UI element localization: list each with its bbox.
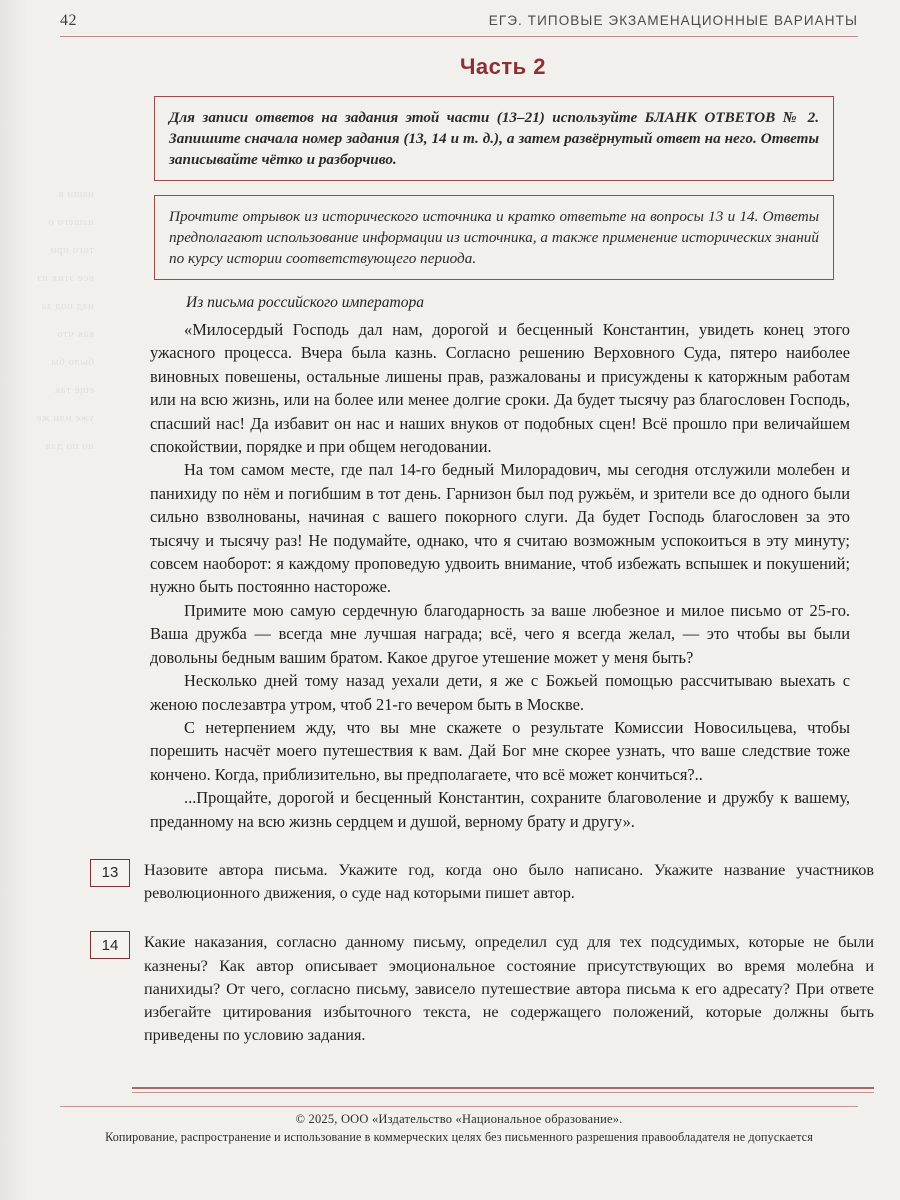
source-paragraph: Несколько дней тому назад уехали дети, я же с Божьей помощью рассчитываю выехать с женою послезавтра утром, чтоб 21-го вечером быть в Москве. (150, 671, 850, 714)
task-13 (101, 859, 874, 905)
source-paragraph: «Милосердый Господь дал нам, дорогой и бесценный Константин, увидеть конец этого ужасного процесса. Вчера была казнь. Согласно решению Верховного Суда, пятеро наиболее виновных повешены, остальные лишены прав, разжалованы и присуждены к каторжным работам или на всю жизнь, или на более или менее долгие сроки. Да будет тысячу раз благословен Господь, спасший нас! Да избавит он нас и наших внуков от подобных сцен! Всё прошло при величайшем спокойствии, порядке и при общем негодовании. (150, 320, 850, 457)
page-header (60, 12, 858, 30)
show-through-text: наши в нашего о того при все этих из над под за как что было бы ещё так уже или же но по для (36, 188, 94, 452)
page-content (101, 46, 874, 1047)
instruction-box-answer-form (154, 96, 834, 181)
task-text: Назовите автора письма. Укажите год, когда оно было написано. Укажите название участников революционного движения, о суде над которыми пишет автор. (144, 860, 874, 903)
source-paragraph: На том самом месте, где пал 14-го бедный Милорадович, мы сегодня отслужили молебен и панихиду по нём и погибшим в тот день. Гарнизон был под ружьём, и зрители все до одного были сильно взволнованы, начиная с вашего покорного слуги. Да будет Господь благословен за это тысячу и тысячу раз! Не подумайте, однако, что я считаю возможным успокоиться в эту минуту; совсем наоборот: я каждому проповедую удвоить внимание, чтоб избежать вспышек и покушений; нужно быть постоянно настороже. (150, 460, 850, 597)
part-title: Часть 2 (459, 54, 547, 79)
page-number: 42 (60, 12, 77, 29)
footer-divider (60, 1106, 858, 1107)
source-body (150, 318, 850, 833)
bottom-divider (132, 1087, 874, 1093)
source-title: Из письма российского императора (186, 294, 425, 311)
page-footer (60, 1112, 858, 1145)
source-paragraph: С нетерпением жду, что вы мне скажете о результате Комиссии Новосильцева, чтобы порешить насчёт моего путешествия к вам. Дай Бог мне скорее узнать, что ваше следствие тоже кончено. Когда, приблизительно, вы предполагаете, что всё может кончиться?.. (150, 717, 850, 784)
instruction-text-1: Для записи ответов на задания этой части (13–21) используйте БЛАНК ОТВЕТОВ № 2. Запишите сначала номер задания (13, 14 и т. д.), а затем развёрнутый ответ на него. Ответы записывайте чётко и разборчиво. (169, 109, 819, 168)
task-text: Какие наказания, согласно данному письму, определил суд для тех подсудимых, которые не были казнены? Как автор описывает эмоциональное состояние присутствующих во время молебна и панихиды? От чего, согласно письму, зависело путешествие автора письма к его адресату? При ответе избегайте цитирования избыточного текста, не содержащего положений, которые должны быть приведены по условию задания. (144, 933, 874, 1045)
source-paragraph: Примите мою самую сердечную благодарность за ваше любезное и милое письмо от 25-го. Ваша дружба — всегда мне лучшая награда; всё, чего я всегда желал, — это чтобы вы были довольны бедным вашим братом. Какое другое утешение может у меня быть? (150, 600, 850, 667)
copy-notice-line: Копирование, распространение и использование в коммерческих целях без письменного разрешения правообладателя не допускается (105, 1130, 813, 1144)
task-number-badge: 13 (90, 859, 130, 887)
instruction-box-source-task (154, 195, 834, 280)
task-number-badge: 14 (90, 931, 130, 959)
instruction-text-2: Прочтите отрывок из исторического источника и кратко ответьте на вопросы 13 и 14. Ответы предполагают использование информации из источника, а также применение исторических знаний по курсу истории соответствующего периода. (169, 208, 819, 267)
copyright-line: © 2025, ООО «Издательство «Национальное образование». (295, 1112, 623, 1126)
header-divider (60, 36, 858, 37)
source-paragraph: ...Прощайте, дорогой и бесценный Константин, сохраните благоволение и дружбу к вашему, преданному на всю жизнь сердцем и душой, верному брату и другу». (150, 788, 850, 831)
running-title: ЕГЭ. ТИПОВЫЕ ЭКЗАМЕНАЦИОННЫЕ ВАРИАНТЫ (488, 13, 858, 28)
task-14 (101, 931, 874, 1047)
